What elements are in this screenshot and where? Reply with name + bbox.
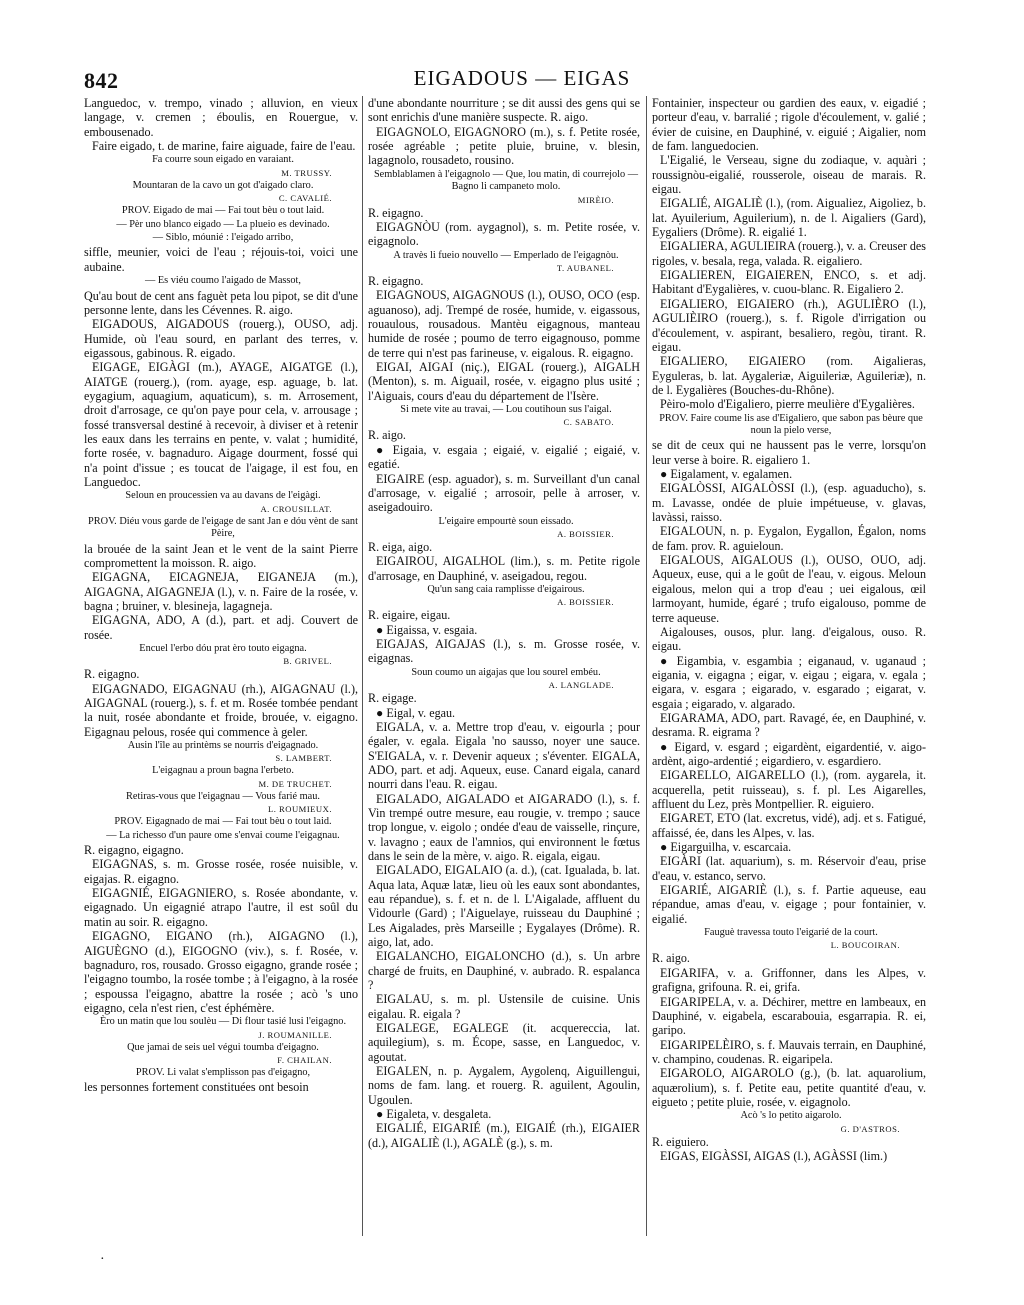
quotation-attribution: MIRÈIO. [577, 194, 614, 205]
dictionary-entry: EIGARELLO, AIGARELLO (l.), (rom. aygarela, it. acquerella, petit ruisseau), s. f. pl. Les Aigarelles, affluent du Lez, près Montpellier. R. eiguiero. [652, 768, 926, 811]
dictionary-entry: EIGALA, v. a. Mettre trop d'eau, v. eigourla ; pour égaler, v. egala. Eigala 'no sausso, noyer une sauce. S'EIGALA, v. r. Devenir aqueux ; s'éventer. EIGALA, ADO, part. et adj. Aqueux, euse. Canard eigala, canard nourri dans l'eau. R. eigau. [368, 719, 640, 792]
dictionary-entry: EIGAROLO, AIGAROLO (g.), (b. lat. aquarolium, aquærolium), s. f. Petite eau, petite quantité d'eau, v. eigueto ; petite pluie, rosée, v. eigagnolo. [652, 1066, 926, 1109]
dictionary-entry: EIGARIPELÈIRO, s. f. Mauvais terrain, en Dauphiné, v. champino, coudenas. R. eigaripela. [652, 1037, 926, 1066]
dictionary-entry: EIGALIÉ, EIGARIÉ (m.), EIGAIÉ (rh.), EIGAIER (d.), AIGALIÈ (l.), AGALÈ (g.), s. m. [368, 1121, 640, 1150]
quotation: Retiras-vous que l'eigagnau — Vous farié mau. [126, 790, 320, 802]
quotation-attribution: C. CAVALIÉ. [278, 193, 332, 204]
dictionary-entry: Languedoc, v. trempo, vinado ; alluvion, en vieux langage, v. cremen ; éboulis, en Rouergue, v. embousenado. [84, 96, 358, 139]
column-right [652, 96, 926, 1163]
dictionary-entry: R. eigagno. [84, 667, 140, 682]
quotation-attribution: A. LANGLADE. [548, 680, 614, 691]
column-left [84, 96, 358, 1095]
quotation: PROV. Faire coume lis ase d'Eigaliero, que sabon pas bèure que noun la pielo verse, [659, 412, 923, 436]
dictionary-entry: EIGALEN, n. p. Aygalem, Aygolenq, Aiguillengui, noms de fam. lang. et rouerg. R. aguilent, Agoulin, Ugoulen. [368, 1064, 640, 1107]
dictionary-entry: R. eigage. [368, 691, 417, 706]
dictionary-entry: R. eiguiero. [652, 1134, 709, 1149]
dictionary-entry: la brouée de la saint Jean et le vent de la saint Pierre compromettent la moisson. R. aigo. [84, 541, 358, 570]
dictionary-entry: EIGAGNIÉ, EIGAGNIERO, s. Rosée abondante, v. eigagnado. Un eigagnié atrapo l'autre, il est soûl du matin au soir. R. eigagno. [84, 886, 358, 929]
dictionary-entry: EIGALIERA, AGULIEIRA (rouerg.), v. a. Creuser des rigoles, v. besala, rega, valada. R. eigaliero. [652, 239, 926, 268]
dictionary-entry: EIGALÒSSI, AIGALÒSSI (l.), (esp. aguaducho), s. m. Lavasse, ondée de pluie impétueuse, v. glavas, lavàssi, raisso. [652, 481, 926, 525]
quotation: Seloun en proucessien va au davans de l'eigàgi. [125, 490, 321, 502]
dictionary-entry: ● Eigard, v. esgard ; eigardènt, eigardentié, v. aigo-ardènt, aigo-ardentié ; eigardiero, v. esgardiero. [652, 739, 926, 768]
quotation: Si mete vite au travai, — Lou coutihoun sus l'aigal. [400, 404, 612, 416]
dictionary-entry: EIGARIÉ, AIGARIÈ (l.), s. f. Partie aqueuse, eau répandue, amas d'eau, v. eigage ; pour fontainier, v. eigalié. [652, 883, 926, 926]
dictionary-entry: ● Eigambia, v. esgambia ; eiganaud, v. uganaud ; eigania, v. eigagna ; eigar, v. eigau ; eigara, v. egala ; eigara, v. esgara ; eigarado, v. esgarado ; eigarat, v. esgaia ; eigarado, v. algarado. [652, 653, 926, 711]
dictionary-entry: ● Eigaissa, v. esgaia. [376, 622, 478, 637]
dictionary-entry: EIGALOUN, n. p. Eygalon, Eygallon, Égalon, noms de fam. prov. R. aguieloun. [652, 524, 926, 553]
dictionary-entry: EIGALIEREN, EIGAIEREN, ENCO, s. et adj. Habitant d'Eygalières, v. cuou-blanc. R. Eigaliero 2. [652, 268, 926, 297]
column-rule [646, 96, 647, 1236]
quotation: PROV. Eigado de mai — Fai tout bèu o tout laid. [121, 205, 325, 217]
quotation: Semblablamen à l'eigagnolo — Que, lou matin, di courrejolo — Bagno li campaneto molo. [373, 168, 639, 193]
quotation-attribution: L. BOUCOIRAN. [830, 940, 900, 951]
quotation: PROV. Li valat s'emplisson pas d'eigagno, [135, 1067, 311, 1079]
quotation-attribution: L. ROUMIEUX. [267, 804, 332, 815]
dictionary-entry: EIGALADO, AIGALADO et AIGARADO (l.), s. f. Vin trempé outre mesure, eau rougie, v. trempo ; sauce trop longue, v. eigolo ; ondée d'eau de vaisselle, rinçure, v. lavagno ; eaux de l'amnios, qui environnent le fœtus dans le sein de la mère, v. aigo. R. eigala, eigau. [368, 791, 640, 863]
dictionary-entry: EIGAGNAS, s. m. Grosse rosée, rosée nuisible, v. eigajas. R. eigagno. [84, 857, 358, 886]
column-middle [368, 96, 640, 1150]
dictionary-entry: EIGAGNA, ADO, A (d.), part. et adj. Couvert de rosée. [84, 613, 358, 642]
dictionary-entry: EIGAGNADO, EIGAGNAU (rh.), AIGAGNAU (l.), AIGAGNAL (rouerg.), s. f. et m. Rosée tombée pendant la nuit, rosée abondante et froide, brouée, v. eigagno. Eigagnau pelous, rosée qui commence à geler. [84, 681, 358, 739]
dictionary-entry: EIGAGNOUS, AIGAGNOUS (l.), OUSO, OCO (esp. aguanoso), adj. Trempé de rosée, humide, v. eigassous, rouaulous, rousadous. Mantèu eigagnous, manteau humide de rosée ; poumo de terro eigagnouso, pomme de terre qui n'est pas farineuse, v. eigalous. R. eigagno. [368, 288, 640, 360]
dictionary-entry: siffle, meunier, voici de l'eau ; réjouis-toi, voici une aubaine. [84, 245, 358, 274]
dictionary-entry: EIGALAU, s. m. pl. Ustensile de cuisine. Unis eigalau. R. eigala ? [368, 992, 640, 1021]
dictionary-entry: Faire eigado, t. de marine, faire aiguade, faire de l'eau. [92, 139, 356, 154]
dictionary-entry: EIGALIERO, EIGAIERO (rh.), AGULIÈRO (l.), AGULIÈIRO (rouerg.), s. f. Rigole d'irrigation ou d'écoulement, v. aspirant, besaliero, regòu, tirant. R. eigau. [652, 296, 926, 354]
quotation-attribution: J. ROUMANILLE. [258, 1029, 332, 1040]
dictionary-entry: R. eigagno. [368, 273, 424, 288]
quotation-attribution: B. GRIVEL. [283, 656, 332, 667]
quotation: — La richesso d'un paure ome s'envai coume l'eigagnau. [106, 829, 340, 841]
dictionary-entry: EIGAJAS, AIGAJAS (l.), s. m. Grosse rosée, v. eigagnas. [368, 637, 640, 666]
dictionary-entry: EIGALIERO, EIGAIERO (rom. Aigalieras, Eyguleras, b. lat. Aygaleriæ, Aiguileriæ, Aguileriæ), n. de l. Eygalières (Bouches-du-Rhône). [652, 354, 926, 397]
dictionary-entry: EIGARIPELA, v. a. Déchirer, mettre en lambeaux, en Dauphiné, v. eigabela, escarabouia, esgarrapia. R. ei, garipo. [652, 994, 926, 1038]
dictionary-entry: EIGAS, EIGÀSSI, AIGAS (l.), AGÀSSI (lim.) [660, 1149, 888, 1163]
quotation: Ausin l'île au printèms se nourris d'eigagnado. [127, 740, 319, 752]
quotation-attribution: A. BOISSIER. [557, 528, 614, 539]
dictionary-entry: Aigalouses, ousos, plur. lang. d'eigalous, ouso. R. eigau. [652, 624, 926, 654]
dictionary-entry: EIGAGNÒU (rom. aygagnol), s. m. Petite rosée, v. eigagnolo. [368, 219, 640, 249]
dictionary-entry: EIGALADO, EIGALAIO (a. d.), (cat. Igualada, b. lat. Aqua lata, Aquæ latæ, lieu où les eaux sont abondantes, eau répandue), s. f. et n. de l. L'Aigalade, affluent du Vidourle (Gard) ; l'Aiguelaye, ruisseau du Dauphiné ; Les Aigalades, près Marseille ; Eygalayes (Drôme). R. aigo, lat, ado. [368, 863, 640, 949]
quotation-attribution: G. D'ASTROS. [840, 1123, 900, 1134]
quotation: Soun coumo un aigajas que lou sourel embéu. [411, 666, 601, 678]
quotation-attribution: F. CHAILAN. [277, 1055, 332, 1066]
dictionary-entry: ● Eigaleta, v. desgaleta. [376, 1107, 492, 1122]
quotation: Acò 's lo petito aigarolo. [740, 1110, 842, 1122]
page-number: 842 [84, 68, 119, 93]
dictionary-entry: R. eigagno. [368, 205, 424, 220]
dictionary-entry: EIGADOUS, AIGADOUS (rouerg.), OUSO, adj. Humide, où l'eau sourd, en parlant des terres, v. eigassous, gabinous. R. eigado. [84, 317, 358, 360]
dictionary-entry: L'Eigalié, le Verseau, signe du zodiaque, v. aquàri ; roussignòu-eigalié, rousserole, oiseau de marais. R. eigau. [652, 153, 926, 197]
dictionary-entry: EIGARIFA, v. a. Griffonner, dans les Alpes, v. grafigna, grifouna. R. ei, grifa. [652, 965, 926, 995]
quotation-attribution: T. AUBANEL. [556, 262, 614, 273]
quotation: A travès li fueio nouvello — Emperlado de l'eigagnòu. [393, 249, 619, 261]
quotation: — Siblo, móunié : l'eigado arribo, [152, 232, 294, 243]
dictionary-entry: Qu'au bout de cent ans faguèt peta lou pipot, se dit d'une personne lente, dans les Cévennes. R. aigo. [84, 288, 358, 317]
dictionary-entry: EIGARET, ETO (lat. excretus, vidé), adj. et s. Fatigué, affaissé, ée, dans les Alpes, v. las. [652, 811, 926, 840]
quotation: PROV. Diéu vous garde de l'eigage de sant Jan e dóu vènt de sant Pèire, [88, 515, 358, 540]
dictionary-entry: ● Eigaia, v. esgaia ; eigaié, v. eigalié ; eigaié, v. egatié. [368, 442, 640, 472]
dictionary-entry: EIGAGE, EIGÀGI (m.), AYAGE, AIGATGE (l.), AIATGE (rouerg.), (rom. ayage, esp. aguage, b. lat. eygagium, aquagium, aquaticum), s. m. Arrosement, droit d'arrosage, ce qu'on paye pour cela, v. arrousage ; fossé transversal destiné à recevoir, à diviser et à retenir les eaux dans les terrains en pente, v. valat ; humidité, forte rosée, v. bagnaduro. Aigage dourment, fossé qui n'a point d'issue ; es toucat de l'aigage, il est fou, en Languedoc. [84, 360, 358, 489]
dictionary-entry: EIGARAMA, ADO, part. Ravagé, ée, en Dauphiné, v. desrama. R. eigrama ? [652, 710, 926, 740]
quotation: L'eigaire empourtè soun eissado. [438, 515, 574, 527]
tail-mark: · [100, 1252, 105, 1267]
quotation-attribution: A. BOISSIER. [557, 597, 614, 608]
dictionary-entry: d'une abondante nourriture ; se dit aussi des gens qui se sont enrichis d'une manière suspecte. R. aigo. [368, 96, 640, 125]
dictionary-entry: ● Eigarguilha, v. escarcaia. [660, 840, 792, 854]
dictionary-entry: EIGÀRI (lat. aquarium), s. m. Réservoir d'eau, prise d'eau, v. estanco, servo. [652, 854, 926, 883]
dictionary-entry: R. eigaire, eigau. [368, 608, 451, 623]
dictionary-entry: les personnes fortement constituées ont besoin [84, 1080, 309, 1095]
dictionary-entry: EIGALANCHO, EIGALONCHO (d.), s. Un arbre chargé de fruits, en Dauphiné, v. aubrado. R. espalanca ? [368, 949, 640, 993]
dictionary-entry: EIGALOUS, AIGALOUS (l.), OUSO, OUO, adj. Aqueux, euse, qui a le goût de l'eau, v. eigous. Meloun eigalous, melon qui a trop d'eau ; uei eigalous, œil larmoyant, humide, égaré ; trufo eigalouso, pomme de terre aqueuse. [652, 553, 926, 625]
quotation: — Es viéu coumo l'aigado de Massot, [145, 275, 301, 287]
dictionary-entry: EIGAGNA, EICAGNEJA, EIGANEJA (m.), AIGAGNA, AIGAGNEJA (l.), v. n. Faire de la rosée, v. bagna ; bruiner, v. blesineja, lagagneja. [84, 570, 358, 613]
quotation: Fauguè travessa touto l'eigarié de la court. [704, 927, 878, 939]
dictionary-entry: R. aigo. [368, 428, 406, 443]
dictionary-entry: Pèiro-molo d'Eigaliero, pierre meulière d'Eygalières. [660, 397, 915, 412]
quotation-attribution: S. LAMBERT. [275, 753, 332, 764]
dictionary-entry: EIGAGNO, EIGANO (rh.), AIGAGNO (l.), AIGUÈGNO (d.), EIGOGNO (viv.), s. f. Rosée, v. bagnaduro, ros, rousado. Grosso eigagno, grande rosée ; l'eigagno toumbo, la rosée tombe ; à l'eigagno, à la rosée ; espoussa l'eigagno, abattre la rosée ; acò 's uno eigagno, cela n'est rien, c'est éphémère. [84, 929, 358, 1015]
quotation-attribution: C. SABATO. [563, 417, 614, 428]
running-head: EIGADOUS — EIGAS [413, 66, 631, 90]
dictionary-entry: EIGAI, AIGAI (niç.), EIGAL (rouerg.), AIGALH (Menton), s. m. Aiguail, rosée, v. eigagno plus usité ; l'Aiguais, cours d'eau du département de l'Isère. [368, 360, 640, 403]
dictionary-entry: R. eiga, aigo. [368, 539, 433, 554]
dictionary-entry: EIGALIÉ, AIGALIÈ (l.), (rom. Aigualiez, Aigoliez, b. lat. Ayuilerium, Aguilerium), n. de l. Aigaliers (Gard), Eygaliers (Drôme). R. eigalié 1. [652, 196, 926, 240]
quotation-attribution: M. DE TRUCHET. [258, 778, 332, 789]
quotation: Qu'un sang caia ramplisse d'eigairous. [427, 583, 585, 595]
quotation: Que jamai de seis uel végui toumba d'eigagno. [127, 1041, 319, 1053]
dictionary-entry: Fontainier, inspecteur ou gardien des eaux, v. eigadié ; porteur d'eau, v. barralié ; rigole d'écoulement, v. galié ; évier de cuisine, en Dauphiné, v. eiguié ; Aigalier, nom de fam. languedocien. [652, 96, 926, 154]
dictionary-entry: EIGALEGE, EGALEGE (it. acquereccia, lat. aquilegium), s. m. Écope, sasse, en Languedoc, v. agoutat. [368, 1021, 640, 1064]
dictionary-entry: EIGAIROU, AIGALHOL (lim.), s. m. Petite rigole d'arrosage, en Dauphiné, v. aseigadou, regou. [368, 554, 640, 583]
quotation: PROV. Eigagnado de mai — Fai tout bèu o tout laid. [114, 816, 332, 828]
quotation: Fa courre soun eigado en varaiant. [152, 154, 294, 166]
quotation: L'eigagnau a proun bagna l'erbeto. [152, 765, 294, 777]
quotation: — Pèr uno blanco eigado — La plueio es devinado. [116, 218, 330, 230]
dictionary-entry: R. eigagno, eigagno. [84, 843, 184, 858]
quotation: Mountaran de la cavo un got d'aigado claro. [132, 179, 314, 191]
quotation-attribution: A. CROUSILLAT. [260, 503, 332, 514]
quotation: Èro un matin que lou soulèu — Di flour tasié lusi l'eigagno. [99, 1016, 347, 1028]
dictionary-entry: EIGAGNOLO, EIGAGNORO (m.), s. f. Petite rosée, rosée agréable ; petite pluie, bruine, v. blesin, lagagnolo, rousadeto, rousino. [368, 124, 640, 168]
dictionary-entry: se dit de ceux qui ne haussent pas le verre, lorsqu'on leur verse à boire. R. eigaliero 1. [652, 438, 926, 467]
quotation: Encuel l'erbo dóu prat èro touto eigagna. [139, 642, 307, 654]
column-rule [362, 96, 363, 1236]
dictionary-entry: R. aigo. [652, 951, 690, 966]
dictionary-entry: ● Eigal, v. egau. [376, 705, 456, 720]
quotation-attribution: M. TRUSSY. [281, 167, 332, 178]
dictionary-entry: EIGAIRE (esp. aguador), s. m. Surveillant d'un canal d'arrosage, v. eigalié ; arrosoir, pelle à arroser, v. aseigadouiro. [368, 471, 640, 515]
dictionary-entry: ● Eigalament, v. egalamen. [660, 467, 793, 482]
